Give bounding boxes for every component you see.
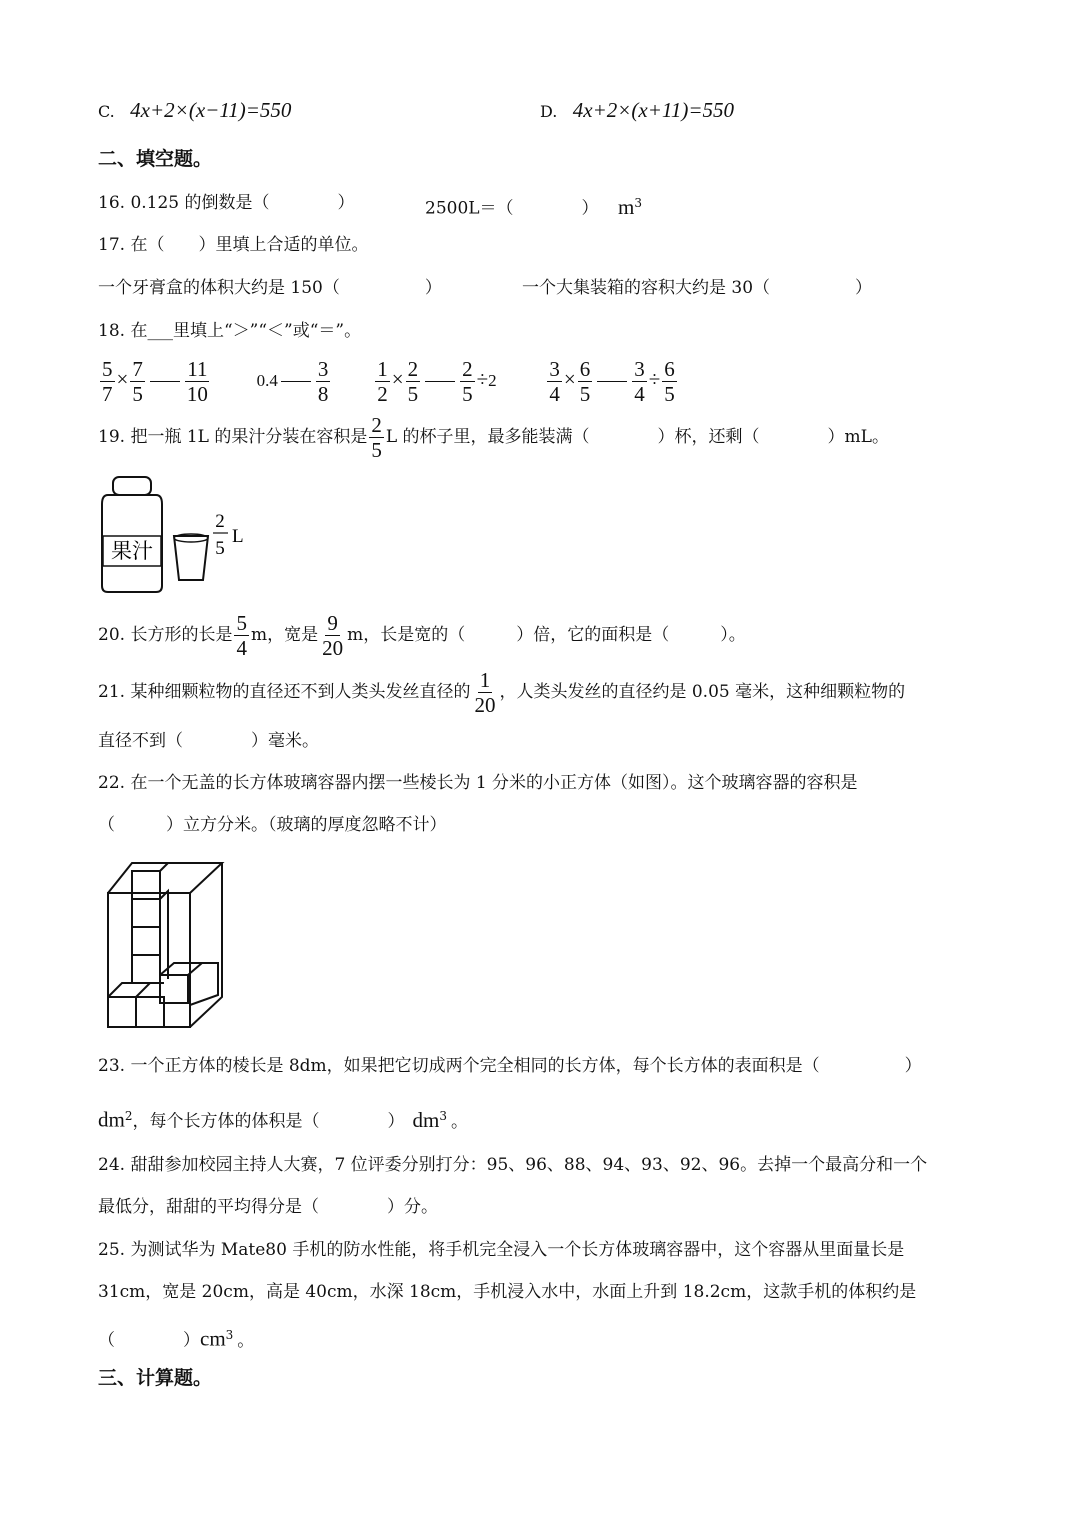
cube bbox=[108, 997, 136, 1027]
fraction: $\frac{2}{5}$ bbox=[407, 357, 419, 406]
times-symbol: × bbox=[116, 367, 129, 391]
question-23: 23. 一个正方体的棱长是 8dm，如果把它切成两个完全相同的长方体，每个长方体的表面积是（ ） bbox=[98, 1056, 922, 1076]
times-symbol: × bbox=[391, 367, 404, 391]
juice-bottle-and-cup-figure bbox=[98, 474, 268, 596]
option-c-expression: 4x+2×(x−11)=550 bbox=[130, 98, 292, 122]
question-18-expressions bbox=[98, 354, 679, 406]
fraction: $\frac{11}{10}$ bbox=[186, 357, 208, 406]
question-16-unit: m bbox=[617, 194, 635, 219]
question-16-text: 16. 0.125 的倒数是（ ） bbox=[98, 193, 355, 213]
superscript: 2 bbox=[124, 1109, 133, 1123]
fraction: $\frac{3}{4}$ bbox=[549, 357, 560, 406]
question-21 bbox=[98, 667, 905, 717]
option-c bbox=[98, 98, 291, 124]
cup-fraction-denominator: 5 bbox=[215, 538, 225, 559]
question-25: 25. 为测试华为 Mate80 手机的防水性能，将手机完全浸入一个长方体玻璃容器中，这个容器从里面量长是 bbox=[98, 1240, 905, 1260]
question-23-line2 bbox=[98, 1104, 468, 1134]
cube bbox=[132, 927, 160, 955]
option-c-label: C. bbox=[98, 102, 115, 121]
fraction: $\frac{2}{5}$ bbox=[462, 357, 473, 406]
section-heading-fill-blank: 二、填空题。 bbox=[98, 148, 213, 170]
question-18: 18. 在___里填上“＞”“＜”或“＝”。 bbox=[98, 321, 362, 341]
unit-dm-squared: dm bbox=[98, 1107, 125, 1132]
cube bbox=[132, 871, 160, 899]
decimal: 0.4 bbox=[256, 371, 278, 390]
compare-blank[interactable] bbox=[281, 381, 311, 382]
number: 2 bbox=[488, 371, 497, 390]
superscript: 3 bbox=[225, 1328, 234, 1342]
question-24-line2: 最低分，甜甜的平均得分是（ ）分。 bbox=[98, 1197, 438, 1217]
superscript: 3 bbox=[439, 1109, 447, 1123]
fraction: $\frac{2}{5}$ bbox=[371, 413, 382, 462]
compare-blank[interactable] bbox=[597, 381, 627, 382]
question-21-text-b: ，人类头发丝的直径约是 0.05 毫米，这种细颗粒物的 bbox=[499, 682, 906, 702]
question-17-part-a: 一个牙膏盒的体积大约是 150（ ） bbox=[98, 278, 442, 298]
question-21-line2: 直径不到（ ）毫米。 bbox=[98, 731, 319, 751]
question-20-text-b: m，宽是 bbox=[250, 625, 319, 645]
cup-unit: L bbox=[232, 526, 244, 547]
fraction: $\frac{5}{7}$ bbox=[102, 357, 113, 406]
divide-symbol: ÷ bbox=[648, 367, 661, 391]
compare-blank[interactable] bbox=[425, 381, 455, 382]
question-23-end: 。 bbox=[450, 1111, 468, 1132]
unit-cm-cubed: cm bbox=[200, 1326, 226, 1351]
question-20 bbox=[98, 610, 746, 660]
question-16-b-text: 2500L＝（ ） bbox=[425, 198, 599, 219]
fraction: $\frac{5}{4}$ bbox=[236, 611, 247, 660]
question-20-text-a: 20. 长方形的长是 bbox=[98, 625, 233, 645]
question-19 bbox=[98, 412, 889, 462]
fraction: $\frac{6}{5}$ bbox=[579, 357, 591, 406]
cube bbox=[132, 955, 160, 983]
fraction: $\frac{1}{20}$ bbox=[474, 668, 496, 717]
question-24: 24. 甜甜参加校园主持人大赛，7 位评委分别打分：95、96、88、94、93、92、96。去掉一个最高分和一个 bbox=[98, 1155, 928, 1175]
section-heading-calculation: 三、计算题。 bbox=[98, 1367, 213, 1389]
question-25-blank: （ ） bbox=[98, 1330, 200, 1351]
question-17-part-b: 一个大集装箱的容积大约是 30（ ） bbox=[522, 278, 873, 298]
unit-dm-cubed: dm bbox=[412, 1107, 440, 1132]
times-symbol: × bbox=[563, 367, 576, 391]
question-17: 17. 在（ ）里填上合适的单位。 bbox=[98, 235, 369, 255]
question-19-text-a: 19. 把一瓶 1L 的果汁分装在容积是 bbox=[98, 427, 368, 447]
question-16-sup: 3 bbox=[634, 196, 642, 210]
question-19-text-b: L 的杯子里，最多能装满（ ）杯，还剩（ ）mL。 bbox=[385, 427, 889, 447]
question-20-text-c: m，长是宽的（ ）倍，它的面积是（ ）。 bbox=[347, 625, 746, 645]
question-16-b bbox=[425, 191, 642, 221]
fraction: $\frac{3}{8}$ bbox=[317, 357, 329, 406]
question-23-mid: ，每个长方体的体积是（ ） bbox=[132, 1111, 405, 1132]
container-top-edges bbox=[108, 863, 222, 893]
compare-blank[interactable] bbox=[150, 381, 180, 382]
question-22: 22. 在一个无盖的长方体玻璃容器内摆一些棱长为 1 分米的小正方体（如图）。这个玻璃容器的容积是 bbox=[98, 773, 858, 793]
bottle-label: 果汁 bbox=[111, 539, 153, 563]
option-d-expression: 4x+2×(x+11)=550 bbox=[572, 98, 735, 122]
fraction: $\frac{6}{5}$ bbox=[664, 357, 675, 406]
cube bbox=[132, 899, 160, 927]
question-25-line2: 31cm，宽是 20cm，高是 40cm，水深 18cm，手机浸入水中，水面上升到 18.2cm，这款手机的体积约是 bbox=[98, 1282, 917, 1302]
fraction: $\frac{1}{2}$ bbox=[377, 357, 388, 406]
cup-fraction-numerator: 2 bbox=[215, 511, 225, 532]
question-22-line2: （ ）立方分米。（玻璃的厚度忽略不计） bbox=[98, 815, 447, 835]
divide-symbol: ÷ bbox=[476, 367, 489, 391]
fraction: $\frac{7}{5}$ bbox=[132, 357, 143, 406]
question-21-text-a: 21. 某种细颗粒物的直径还不到人类头发丝直径的 bbox=[98, 682, 471, 702]
option-d-label: D. bbox=[540, 102, 558, 121]
option-d bbox=[540, 98, 734, 124]
container-front bbox=[108, 893, 190, 1027]
bottle-cap bbox=[113, 477, 151, 495]
glass-container-cubes-figure bbox=[100, 855, 240, 1033]
fraction: $\frac{9}{20}$ bbox=[322, 611, 344, 660]
fraction: $\frac{3}{4}$ bbox=[634, 357, 645, 406]
question-25-end: 。 bbox=[237, 1330, 255, 1351]
question-16 bbox=[98, 191, 355, 215]
question-25-line3 bbox=[98, 1323, 254, 1353]
